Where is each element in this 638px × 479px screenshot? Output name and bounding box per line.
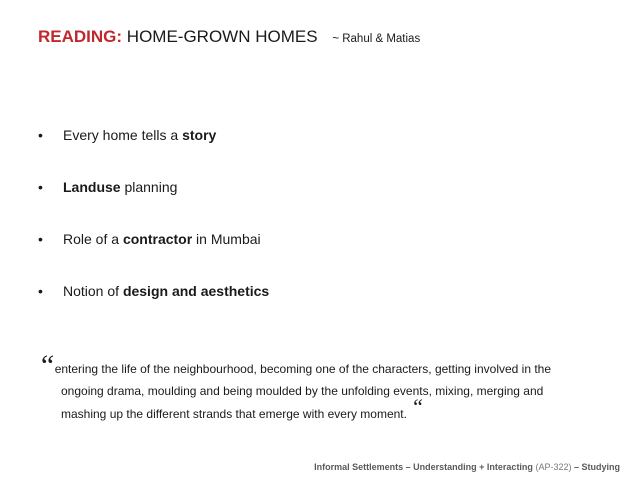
bullet-dot: • [38,283,43,299]
reading-label: READING: [38,27,123,46]
bullet-dot: • [38,179,43,195]
bullet-item [38,176,269,228]
bullet-text: Role of a contractor in Mumbai [63,231,261,247]
quote-block [38,349,628,425]
reading-topic: HOME-GROWN HOMES [126,27,318,46]
quote-line: “entering the life of the neighbourhood, becoming one of the characters, getting involved in the [38,349,552,382]
footer-course-code: (AP-322) [535,462,572,472]
bullet-text: Notion of design and aesthetics [63,283,270,299]
reading-authors: ~ Rahul & Matias [332,33,421,45]
close-quote-mark: “ [410,394,424,419]
footer-suffix: – Studying [573,462,620,472]
bullet-item [38,280,269,332]
quote-line: ongoing drama, moulding and being moulded by the unfolding events, mixing, merging and [61,384,544,398]
bullet-item [38,124,269,176]
open-quote-mark: “ [38,349,55,382]
bullet-item [38,228,269,280]
slide-footer [314,462,620,472]
quote-line: mashing up the different strands that emerge with every moment. “ [61,394,424,421]
footer-course: Informal Settlements – Understanding + Interacting [314,462,533,472]
bullet-list [38,124,269,332]
bullet-text: Landuse planning [63,179,178,195]
slide-title [38,26,420,50]
bullet-dot: • [38,231,43,247]
bullet-dot: • [38,127,43,143]
bullet-text: Every home tells a story [63,127,217,143]
